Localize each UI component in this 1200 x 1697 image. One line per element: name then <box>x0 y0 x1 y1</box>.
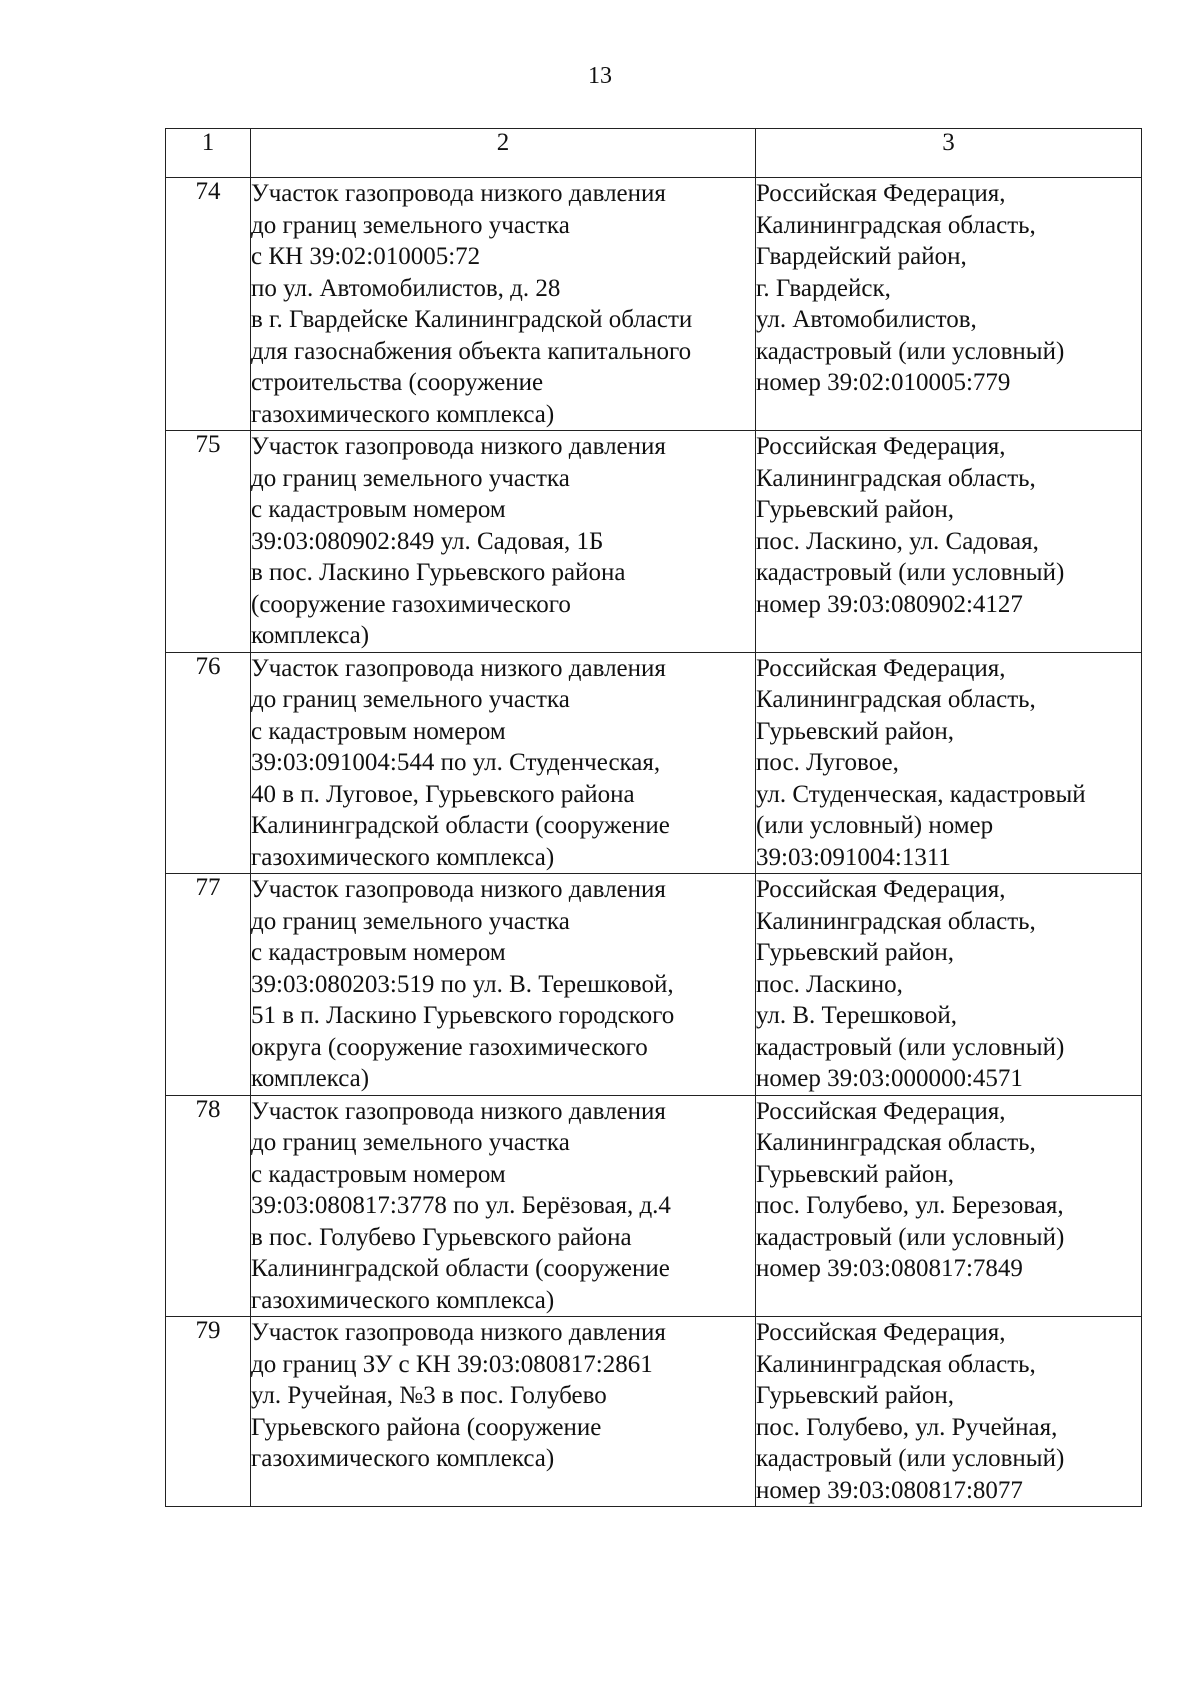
address-line: кадастровый (или условный) <box>756 1033 1065 1061</box>
object-description-line: Гурьевского района (сооружение <box>251 1413 602 1441</box>
object-description-line: Участок газопровода низкого давления <box>251 1097 666 1125</box>
address-line: (или условный) номер <box>756 812 994 839</box>
object-description-line: до границ земельного участка <box>251 907 570 935</box>
object-description-line: до границ ЗУ с КН 39:03:080817:2861 <box>251 1350 653 1378</box>
column-header-3: 3 <box>756 129 1142 178</box>
object-description-line: газохимического комплекса) <box>251 400 555 428</box>
address-line: Российская Федерация, <box>756 654 1006 682</box>
page-number: 13 <box>588 63 612 89</box>
address-line: Российская Федерация, <box>756 1319 1006 1346</box>
row-number: 74 <box>166 178 251 431</box>
table-row <box>166 652 1142 874</box>
object-description-line: в пос. Голубево Гурьевского района <box>251 1223 632 1251</box>
address-line: 39:03:091004:1311 <box>756 843 951 871</box>
object-description-line: до границ земельного участка <box>251 211 570 239</box>
address-cell <box>756 1095 1142 1317</box>
object-description-line: с кадастровым номером <box>251 717 506 745</box>
table-row <box>166 1095 1142 1317</box>
address-line: номер 39:03:080817:7849 <box>756 1255 1023 1282</box>
address-cell <box>756 652 1142 874</box>
object-description-line: с кадастровым номером <box>251 1160 506 1188</box>
object-description-cell <box>251 178 756 431</box>
row-number: 76 <box>166 652 251 874</box>
object-description-line: Участок газопровода низкого давления <box>251 433 666 460</box>
registry-table <box>165 128 1142 1507</box>
address-line: пос. Голубево, ул. Ручейная, <box>756 1413 1058 1441</box>
address-line: кадастровый (или условный) <box>756 559 1065 586</box>
object-description-line: в г. Гвардейске Калининградской области <box>251 306 693 333</box>
object-description-line: Калининградской области (сооружение <box>251 812 670 839</box>
object-description-line: газохимического комплекса) <box>251 843 555 871</box>
address-line: кадастровый (или условный) <box>756 1445 1065 1472</box>
object-description-cell <box>251 874 756 1096</box>
object-description-line: строительства (сооружение <box>251 369 544 396</box>
object-description-line: 39:03:080203:519 по ул. В. Терешковой, <box>251 970 674 998</box>
address-line: ул. Автомобилистов, <box>756 306 977 333</box>
object-description-line: Участок газопровода низкого давления <box>251 180 666 207</box>
address-line: пос. Луговое, <box>756 749 899 776</box>
object-description-line: газохимического комплекса) <box>251 1286 555 1314</box>
object-description-line: с КН 39:02:010005:72 <box>251 243 481 270</box>
table-row <box>166 431 1142 653</box>
object-description-line: 39:03:080817:3778 по ул. Берёзовая, д.4 <box>251 1192 671 1219</box>
column-header-2: 2 <box>251 129 756 178</box>
address-cell <box>756 431 1142 653</box>
object-description-line: в пос. Ласкино Гурьевского района <box>251 559 626 586</box>
object-description-line: Участок газопровода низкого давления <box>251 654 666 682</box>
object-description-line: округа (сооружение газохимического <box>251 1033 648 1061</box>
object-description-line: с кадастровым номером <box>251 496 506 523</box>
address-line: Калининградская область, <box>756 907 1036 935</box>
object-description-line: Калининградской области (сооружение <box>251 1255 670 1282</box>
table-row <box>166 178 1142 431</box>
address-line: номер 39:02:010005:779 <box>756 369 1011 396</box>
object-description-line: 39:03:091004:544 по ул. Студенческая, <box>251 749 661 776</box>
object-description-line: 40 в п. Луговое, Гурьевского района <box>251 780 635 808</box>
object-description-line: Участок газопровода низкого давления <box>251 1319 666 1346</box>
address-line: Гурьевский район, <box>756 496 955 523</box>
object-description-line: Участок газопровода низкого давления <box>251 876 666 903</box>
address-line: г. Гвардейск, <box>756 274 891 302</box>
address-line: Калининградская область, <box>756 1129 1036 1156</box>
address-line: Российская Федерация, <box>756 433 1006 460</box>
address-line: Российская Федерация, <box>756 1097 1006 1125</box>
object-description-cell <box>251 1317 756 1507</box>
column-header-1: 1 <box>166 129 251 178</box>
object-description-line: комплекса) <box>251 1065 370 1092</box>
address-line: Калининградская область, <box>756 1350 1036 1378</box>
address-line: Гурьевский район, <box>756 717 955 745</box>
address-cell <box>756 178 1142 431</box>
object-description-line: до границ земельного участка <box>251 686 570 713</box>
address-line: Калининградская область, <box>756 211 1036 239</box>
address-line: ул. Студенческая, кадастровый <box>756 780 1086 808</box>
address-line: пос. Ласкино, ул. Садовая, <box>756 527 1039 555</box>
object-description-line: с кадастровым номером <box>251 939 506 966</box>
object-description-cell <box>251 652 756 874</box>
address-line: Российская Федерация, <box>756 876 1006 903</box>
row-number: 79 <box>166 1317 251 1507</box>
address-cell <box>756 874 1142 1096</box>
address-line: Гурьевский район, <box>756 939 955 966</box>
address-cell <box>756 1317 1142 1507</box>
table-row <box>166 874 1142 1096</box>
object-description-line: комплекса) <box>251 622 370 649</box>
address-line: кадастровый (или условный) <box>756 337 1065 365</box>
row-number: 77 <box>166 874 251 1096</box>
table-header-row <box>166 129 1142 178</box>
address-line: номер 39:03:000000:4571 <box>756 1065 1023 1092</box>
address-line: номер 39:03:080817:8077 <box>756 1476 1023 1504</box>
address-line: номер 39:03:080902:4127 <box>756 590 1023 618</box>
object-description-cell <box>251 431 756 653</box>
address-line: Гурьевский район, <box>756 1160 955 1188</box>
object-description-line: до границ земельного участка <box>251 1129 570 1156</box>
address-line: ул. В. Терешковой, <box>756 1002 957 1029</box>
object-description-line: (сооружение газохимического <box>251 590 571 618</box>
object-description-line: 39:03:080902:849 ул. Садовая, 1Б <box>251 527 604 555</box>
address-line: Гурьевский район, <box>756 1382 955 1409</box>
object-description-line: до границ земельного участка <box>251 464 570 492</box>
row-number: 75 <box>166 431 251 653</box>
address-line: Гвардейский район, <box>756 243 967 270</box>
object-description-line: газохимического комплекса) <box>251 1445 555 1472</box>
row-number: 78 <box>166 1095 251 1317</box>
address-line: пос. Голубево, ул. Березовая, <box>756 1192 1064 1219</box>
object-description-line: для газоснабжения объекта капитального <box>251 337 692 365</box>
address-line: Калининградская область, <box>756 686 1036 713</box>
table-row <box>166 1317 1142 1507</box>
address-line: Российская Федерация, <box>756 180 1006 207</box>
object-description-cell <box>251 1095 756 1317</box>
object-description-line: по ул. Автомобилистов, д. 28 <box>251 274 561 302</box>
address-line: пос. Ласкино, <box>756 970 903 998</box>
address-line: Калининградская область, <box>756 464 1036 492</box>
object-description-line: ул. Ручейная, №3 в пос. Голубево <box>251 1382 607 1409</box>
address-line: кадастровый (или условный) <box>756 1223 1065 1251</box>
object-description-line: 51 в п. Ласкино Гурьевского городского <box>251 1002 675 1029</box>
